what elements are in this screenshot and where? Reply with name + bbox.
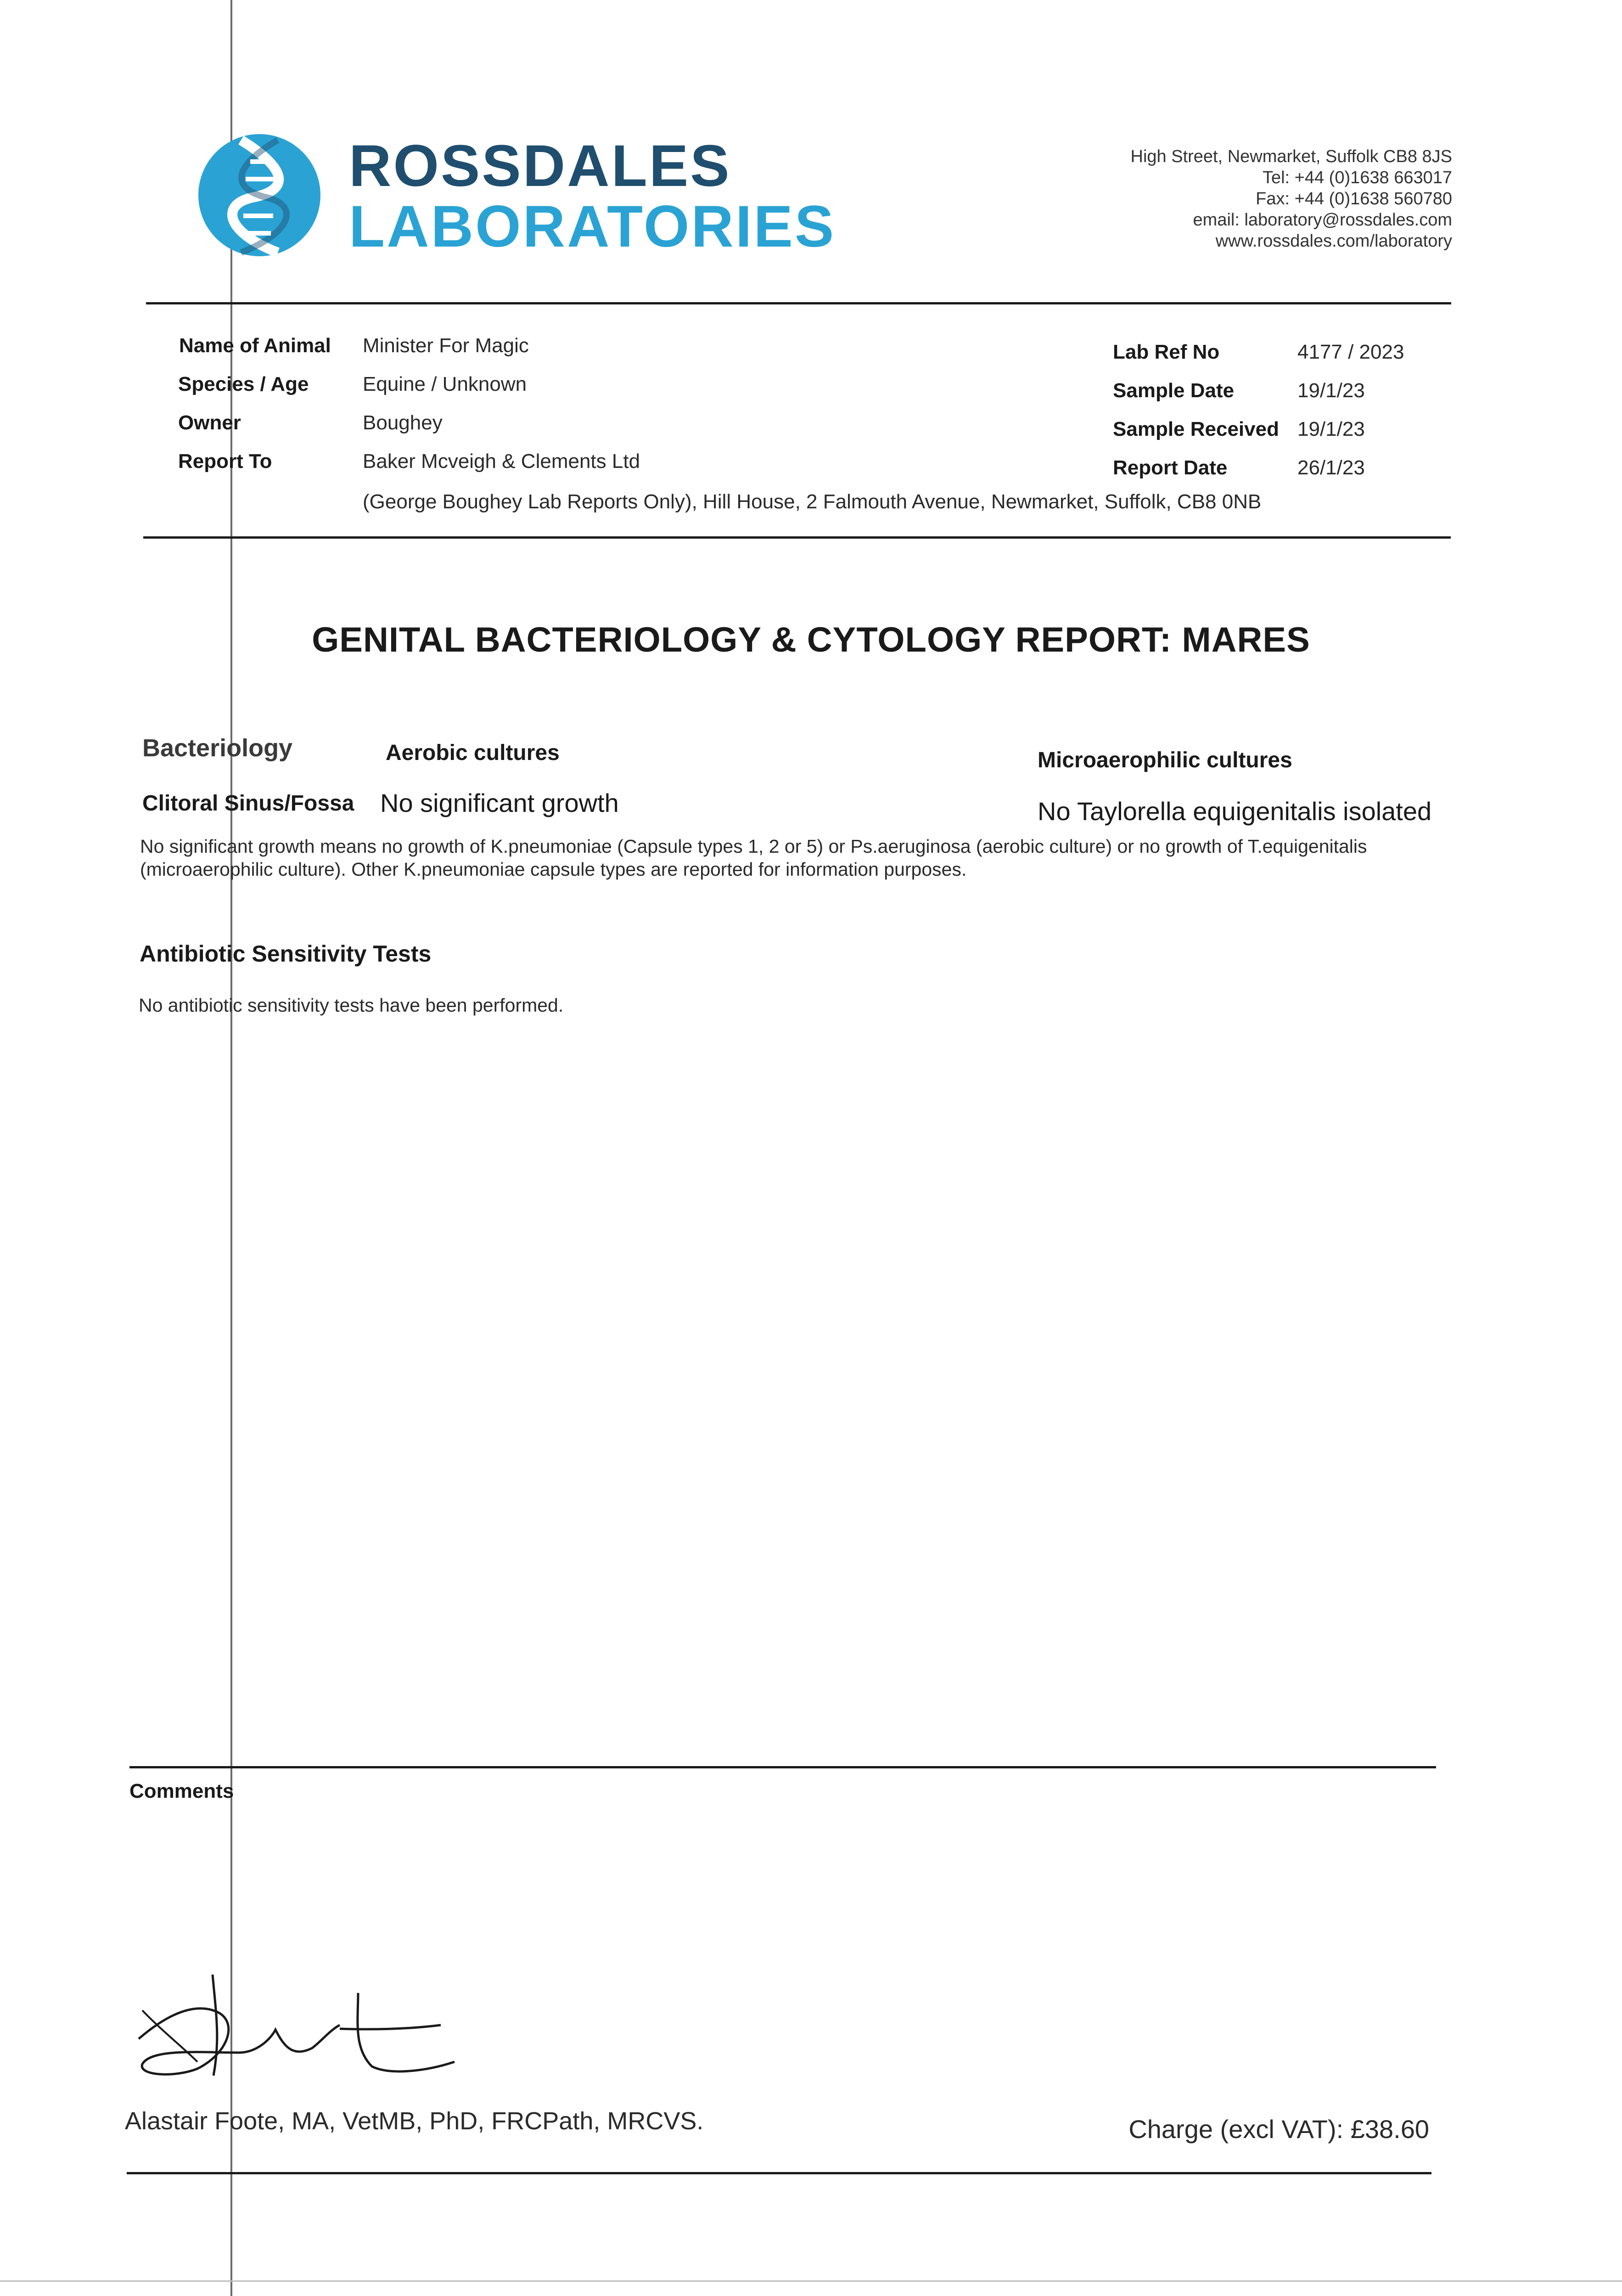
report-to-label: Report To: [178, 450, 272, 473]
report-title: GENITAL BACTERIOLOGY & CYTOLOGY REPORT: MARES: [312, 620, 1310, 659]
brand-name-line2: LABORATORIES: [349, 194, 836, 259]
footer-divider: [127, 2172, 1431, 2174]
note-line-1: No significant growth means no growth of K.pneumoniae (Capsule types 1, 2 or 5) or Ps.aeruginosa (aerobic culture) or no growth of T.equigenitalis: [140, 836, 1367, 857]
report-to-value: Baker Mcveigh & Clements Ltd: [363, 450, 640, 473]
report-date-value: 26/1/23: [1297, 456, 1365, 479]
report-to-address: (George Boughey Lab Reports Only), Hill House, 2 Falmouth Avenue, Newmarket, Suffolk, CB8 0NB: [363, 490, 1262, 513]
charge-text: Charge (excl VAT): £38.60: [1128, 2115, 1429, 2144]
sample-received-label: Sample Received: [1113, 418, 1279, 440]
aerobic-cultures-heading: Aerobic cultures: [386, 741, 560, 765]
species-age-value: Equine / Unknown: [363, 373, 527, 395]
name-of-animal-value: Minister For Magic: [363, 334, 529, 357]
brand-name-line1: ROSSDALES: [349, 133, 731, 199]
report-date-label: Report Date: [1113, 456, 1228, 479]
antibiotic-text: No antibiotic sensitivity tests have been performed.: [139, 995, 564, 1016]
species-age-label: Species / Age: [178, 373, 309, 395]
comments-label: Comments: [129, 1780, 234, 1802]
note-line-2: (microaerophilic culture). Other K.pneumoniae capsule types are reported for information purposes.: [140, 859, 967, 880]
site-label: Clitoral Sinus/Fossa: [142, 791, 354, 816]
sample-date-value: 19/1/23: [1297, 379, 1365, 402]
address-line: High Street, Newmarket, Suffolk CB8 8JS: [1130, 147, 1452, 166]
sample-date-label: Sample Date: [1113, 379, 1235, 402]
microaerophilic-result: No Taylorella equigenitalis isolated: [1038, 797, 1432, 826]
owner-label: Owner: [178, 411, 241, 434]
owner-value: Boughey: [363, 411, 443, 434]
fax-line: Fax: +44 (0)1638 560780: [1256, 189, 1452, 208]
bacteriology-heading: Bacteriology: [142, 734, 293, 762]
microaerophilic-cultures-heading: Microaerophilic cultures: [1038, 748, 1292, 772]
lab-ref-label: Lab Ref No: [1113, 341, 1220, 363]
phone-line: Tel: +44 (0)1638 663017: [1262, 168, 1452, 187]
name-of-animal-label: Name of Animal: [179, 334, 331, 357]
signatory-name: Alastair Foote, MA, VetMB, PhD, FRCPath, MRCVS.: [125, 2107, 704, 2135]
lab-ref-value: 4177 / 2023: [1297, 341, 1404, 363]
website-line: www.rossdales.com/laboratory: [1215, 231, 1452, 251]
email-line: email: laboratory@rossdales.com: [1193, 210, 1452, 230]
aerobic-result: No significant growth: [380, 788, 619, 817]
antibiotic-heading: Antibiotic Sensitivity Tests: [140, 941, 432, 967]
sample-received-value: 19/1/23: [1297, 418, 1365, 440]
